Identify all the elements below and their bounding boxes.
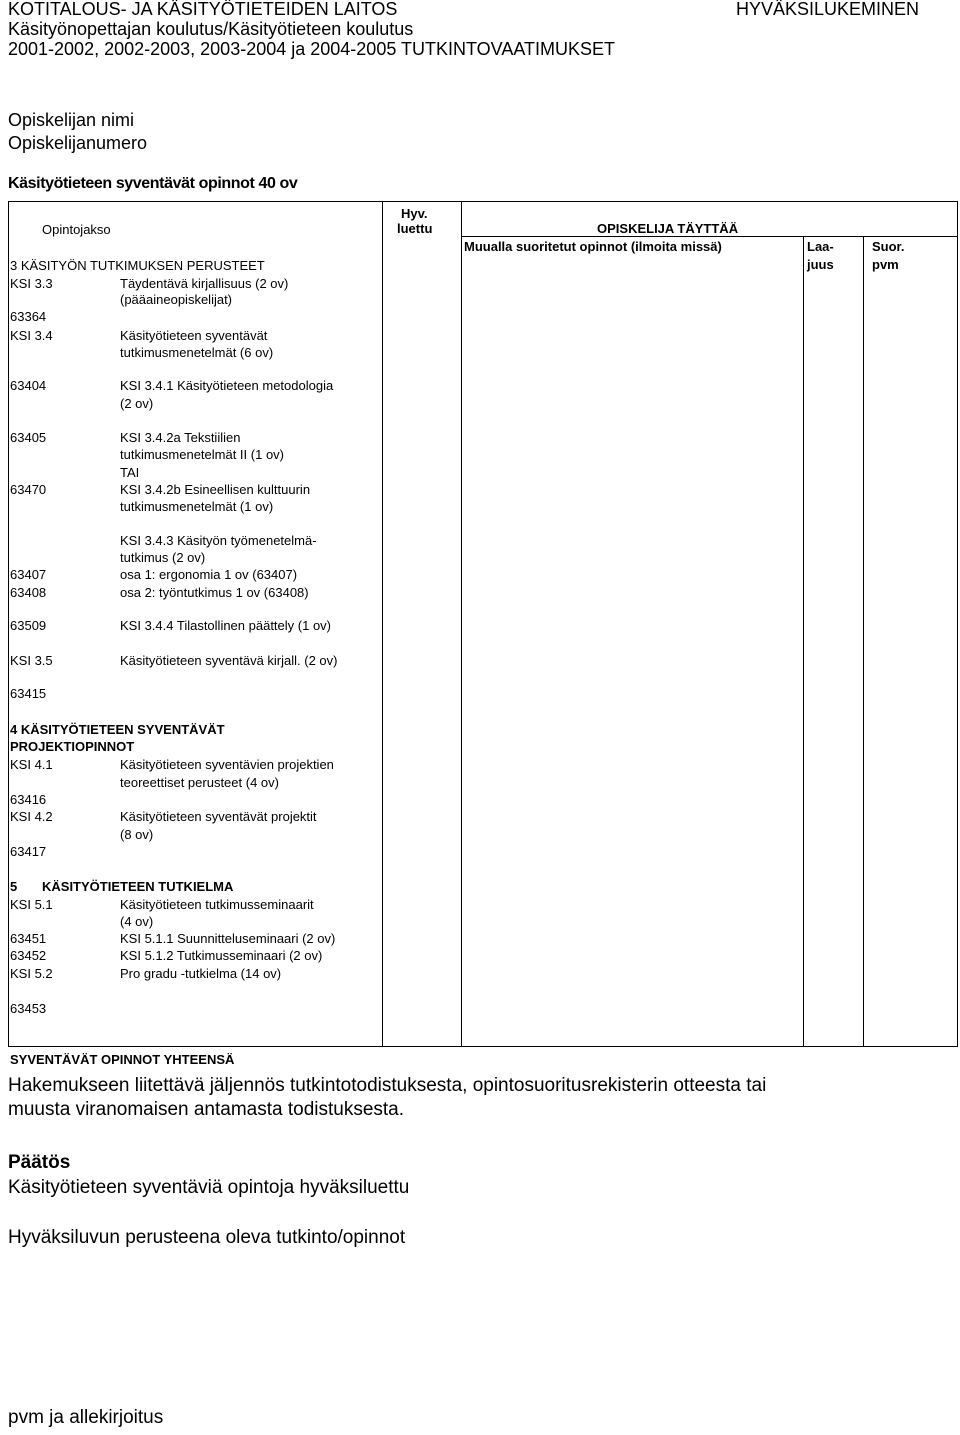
course-name: Käsityötieteen tutkimusseminaarit [120,897,314,912]
programme-title: Käsityönopettajan koulutus/Käsityötieteen koulutus [8,19,414,39]
course-name: osa 2: työntutkimus 1 ov (63408) [120,585,309,600]
course-code: KSI 3.4 [10,328,53,343]
section-4-title: 4 KÄSITYÖTIETEEN SYVENTÄVÄT [10,722,225,737]
course-number: 63408 [10,585,47,600]
course-number: 63452 [10,948,47,963]
course-name: tutkimusmenetelmät (6 ov) [120,345,274,360]
course-code: KSI 5.2 [10,966,53,981]
course-name: Käsityötieteen syventävien projektien [120,757,334,772]
course-name: (2 ov) [120,396,154,411]
col-header-hyv: Hyv. [401,206,428,221]
course-name: teoreettiset perusteet (4 ov) [120,775,279,790]
course-name: tutkimus (2 ov) [120,550,206,565]
course-name: tutkimusmenetelmät (1 ov) [120,499,274,514]
course-code: KSI 3.5 [10,653,53,668]
course-name: KSI 3.4.4 Tilastollinen päättely (1 ov) [120,618,332,633]
course-number: 63453 [10,1001,47,1016]
course-name: osa 1: ergonomia 1 ov (63407) [120,567,298,582]
course-name: KSI 3.4.2a Tekstiilien [120,430,241,445]
course-code: KSI 4.1 [10,757,53,772]
col-header-opintojakso: Opintojakso [42,222,111,237]
total-label: SYVENTÄVÄT OPINNOT YHTEENSÄ [10,1052,235,1067]
course-name: KSI 5.1.2 Tutkimusseminaari (2 ov) [120,948,323,963]
course-number: 63404 [10,378,47,393]
course-name: Pro gradu -tutkielma (14 ov) [120,966,282,981]
decision-text: Käsityötieteen syventäviä opintoja hyväksiluettu [8,1177,410,1198]
course-name: KSI 3.4.2b Esineellisen kulttuurin [120,482,311,497]
course-number: 63470 [10,482,47,497]
course-name: KSI 3.4.3 Käsityön työmenetelmä- [120,533,317,548]
col-divider [803,236,804,1046]
department-title: KOTITALOUS- JA KÄSITYÖTIETEIDEN LAITOS [8,0,398,19]
course-number: 63416 [10,792,47,807]
course-number: 63405 [10,430,47,445]
attachment-note: muusta viranomaisen antamasta todistuksesta. [8,1099,405,1120]
col-header-elsewhere: Muualla suoritetut opinnot (ilmoita missä) [464,239,722,254]
section-4-title: PROJEKTIOPINNOT [10,739,135,754]
course-name: Täydentävä kirjallisuus (2 ov) [120,276,289,291]
requirements-title: 2001-2002, 2002-2003, 2003-2004 ja 2004-2005 TUTKINTOVAATIMUKSET [8,39,616,59]
col-header-suor-1: Suor. [872,239,905,254]
col-divider [461,202,462,1046]
col-header-student-fills: OPISKELIJA TÄYTTÄÄ [597,221,739,236]
student-name-label: Opiskelijan nimi [8,110,135,130]
course-code: KSI 5.1 [10,897,53,912]
signature-label: pvm ja allekirjoitus [8,1407,164,1428]
course-name: KSI 3.4.1 Käsityötieteen metodologia [120,378,334,393]
course-name: (4 ov) [120,914,154,929]
course-name: (pääaineopiskelijat) [120,292,233,307]
student-number-label: Opiskelijanumero [8,133,148,153]
course-name: TAI [120,465,140,480]
course-name: Käsityötieteen syventävät projektit [120,809,317,824]
section-5-title: KÄSITYÖTIETEEN TUTKIELMA [42,879,234,894]
col-header-luettu: luettu [397,221,433,236]
course-number: 63451 [10,931,47,946]
course-name: (8 ov) [120,827,154,842]
section-5-number: 5 [10,879,18,894]
col-divider [863,236,864,1046]
col-header-laajuus-2: juus [807,257,834,272]
approval-title: HYVÄKSILUKEMINEN [736,0,920,19]
course-number: 63415 [10,686,47,701]
course-number: 63407 [10,567,47,582]
course-name: tutkimusmenetelmät II (1 ov) [120,447,284,462]
course-name: KSI 5.1.1 Suunnitteluseminaari (2 ov) [120,931,336,946]
basis-label: Hyväksiluvun perusteena oleva tutkinto/opinnot [8,1227,406,1248]
course-number: 63509 [10,618,47,633]
course-name: Käsityötieteen syventävät [120,328,268,343]
course-name: Käsityötieteen syventävä kirjall. (2 ov) [120,653,338,668]
course-number: 63417 [10,844,47,859]
col-divider [382,202,383,1046]
course-code: KSI 3.3 [10,276,53,291]
section-title: Käsityötieteen syventävät opinnot 40 ov [8,175,298,192]
attachment-note: Hakemukseen liitettävä jäljennös tutkintotodistuksesta, opintosuoritusrekisterin otteesta tai [8,1075,767,1096]
course-number: 63364 [10,309,47,324]
col-header-suor-2: pvm [872,257,899,272]
section-3-title: 3 KÄSITYÖN TUTKIMUKSEN PERUSTEET [10,258,265,273]
col-header-laajuus-1: Laa- [807,239,834,254]
course-code: KSI 4.2 [10,809,53,824]
decision-title: Päätös [8,1152,71,1173]
row-divider [461,236,957,237]
